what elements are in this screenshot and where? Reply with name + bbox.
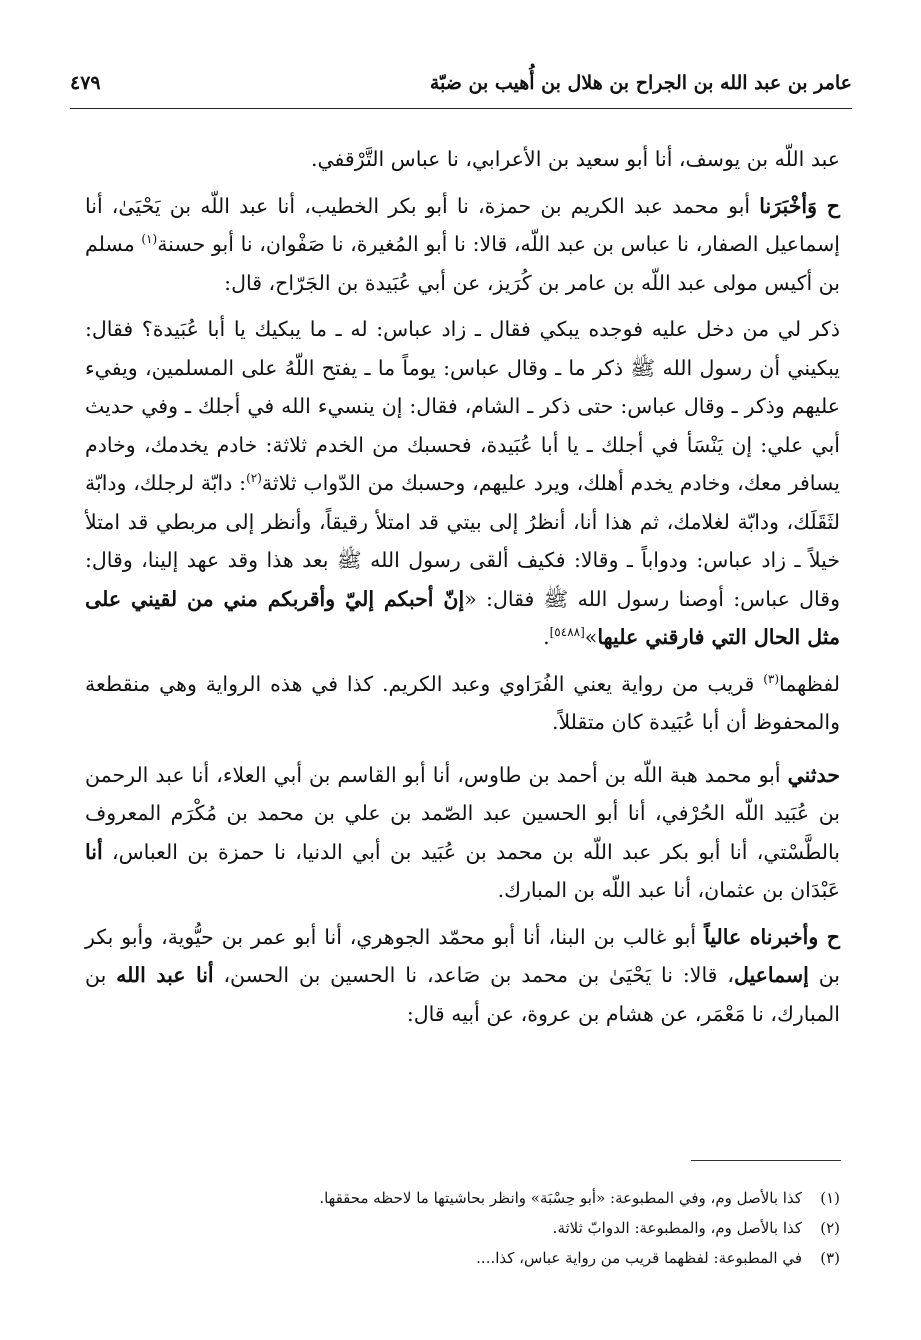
isnad-lead: ح وَأخْبَرَنا: [759, 193, 840, 218]
footnote-rule: [691, 1160, 841, 1161]
paragraph-5: حدثني أبو محمد هبة اللّه بن أحمد بن طاوس، أنا أبو القاسم بن أبي العلاء، أنا عبد الرحمن بن عُبَيد اللّه الحُرْفي، أنا أبو الحسين عبد الصّمد بن علي بن محمد بن مُكْرَم المعروف بالطَّسْتي، أنا أبو بكر عبد اللّه بن محمد بن عُبَيد بن أبي الدنيا، نا حمزة بن العباس، أنا عَبْدَان بن عثمان، أنا عبد اللّه بن المبارك.: [85, 762, 840, 902]
footnote: (٣)في المطبوعة: لفظهما قريب من رواية عباس، كذا....: [476, 1249, 840, 1267]
main-text: [85, 140, 840, 1033]
footnote-ref-3: (٣): [763, 671, 780, 686]
footnote: (١)كذا بالأصل وم، وفي المطبوعة: «أبو حِسْبَة» وانظر بحاشيتها ما لاحظه محققها.: [319, 1189, 840, 1207]
footnotes: [85, 1185, 840, 1275]
page-number: ٤٧٩: [70, 72, 101, 94]
isnad-lead: حدثني: [787, 762, 840, 787]
paragraph-6: ح وأخبرناه عالياً أبو غالب بن البنا، أنا أبو محمّد الجوهري، أنا أبو عمر بن حيُّوية، وأبو بكر بن إسماعيل، قالا: نا يَحْيَىٰ بن محمد بن صَاعد، نا الحسين بن الحسن، أنا عبد الله بن المبارك، نا مَعْمَر، عن هشام بن عروة، عن أبيه قال:: [85, 924, 841, 1026]
hadith-quote: إنّ أحبكم إليّ وأقربكم مني من لقيني على مثل الحال التي فارقني عليها: [85, 586, 840, 649]
isnad-lead: ح وأخبرناه عالياً: [704, 924, 841, 949]
footnote-ref-1: (١): [141, 232, 158, 247]
paragraph-4: لفظهما$^{(٣)}$ قريب من رواية يعني الفُرَاوي وعبد الكريم. كذا في هذه الرواية وهي منقطعة والمحفوظ أن أبا عُبَيدة كان متقللاً.: [85, 671, 840, 734]
footnote: (٢)كذا بالأصل وم، والمطبوعة: الدوابّ ثلاثة.: [552, 1219, 840, 1237]
footnote-ref-2: (٢): [246, 471, 262, 486]
paragraph-3: ذكر لي من دخل عليه فوجده يبكي فقال ـ زاد عباس: له ـ ما يبكيك يا أبا عُبَيدة؟ فقال: يبكيني أن رسول الله ﷺ ذكر ما ـ وقال عباس: يوماً ما ـ يفتح اللّهُ على المسلمين، ويفيء عليهم وذكر ـ وقال عباس: حتى ذكر ـ الشام، فقال: إن ينسيء الله في أجلك ـ وفي حديث أبي علي: إن يَنْسَأ في أجلك ـ يا أبا عُبَيدة، فحسبك من الخدم ثلاثة: خادم يخدمك، وخادم يسافر معك، وخادم يخدم أهلك، ويرد عليهم، وحسبك من الدّواب ثلاثة$^{(٢)}$: دابّة لرجلك، ودابّة لثَقَلَك، ودابّة لغلامك، ثم هذا أنا، أنظرُ إلى بيتي قد امتلأ رقيقاً، وأنظر إلى مربطي قد امتلأ خيلاً ـ زاد عباس: ودواباً ـ وقالا: فكيف ألقى رسول الله ﷺ بعد هذا وقد عهد إلينا، وقال: وقال عباس: أوصنا رسول الله ﷺ فقال: «إنّ أحبكم إليّ وأقربكم مني من لقيني على مثل الحال التي فارقني عليها»[٥٤٨٨].: [85, 317, 840, 649]
header-rule: [70, 108, 852, 109]
running-title: عامر بن عبد الله بن الجراح بن هلال بن أُهيب بن ضبّة: [429, 72, 852, 94]
page-header: [70, 70, 852, 108]
hadith-number: [٥٤٨٨]: [549, 625, 585, 640]
paragraph-2: ح وَأخْبَرَنا أبو محمد عبد الكريم بن حمزة، نا أبو بكر الخطيب، أنا عبد اللّه بن يَحْيَىٰ، أنا إسماعيل الصفار، نا عباس بن عبد اللّه، قالا: نا أبو المُغيرة، نا صَفْوان، نا أبو حسنة$^{(١)}$ مسلم بن أكيس مولى عبد اللّه بن عامر بن كُرَيز، عن أبي عُبَيدة بن الجَرّاح، قال:: [85, 193, 840, 295]
paragraph-1: عبد اللّه بن يوسف، أنا أبو سعيد بن الأعرابي، نا عباس التَّرْقفي.: [310, 147, 840, 171]
